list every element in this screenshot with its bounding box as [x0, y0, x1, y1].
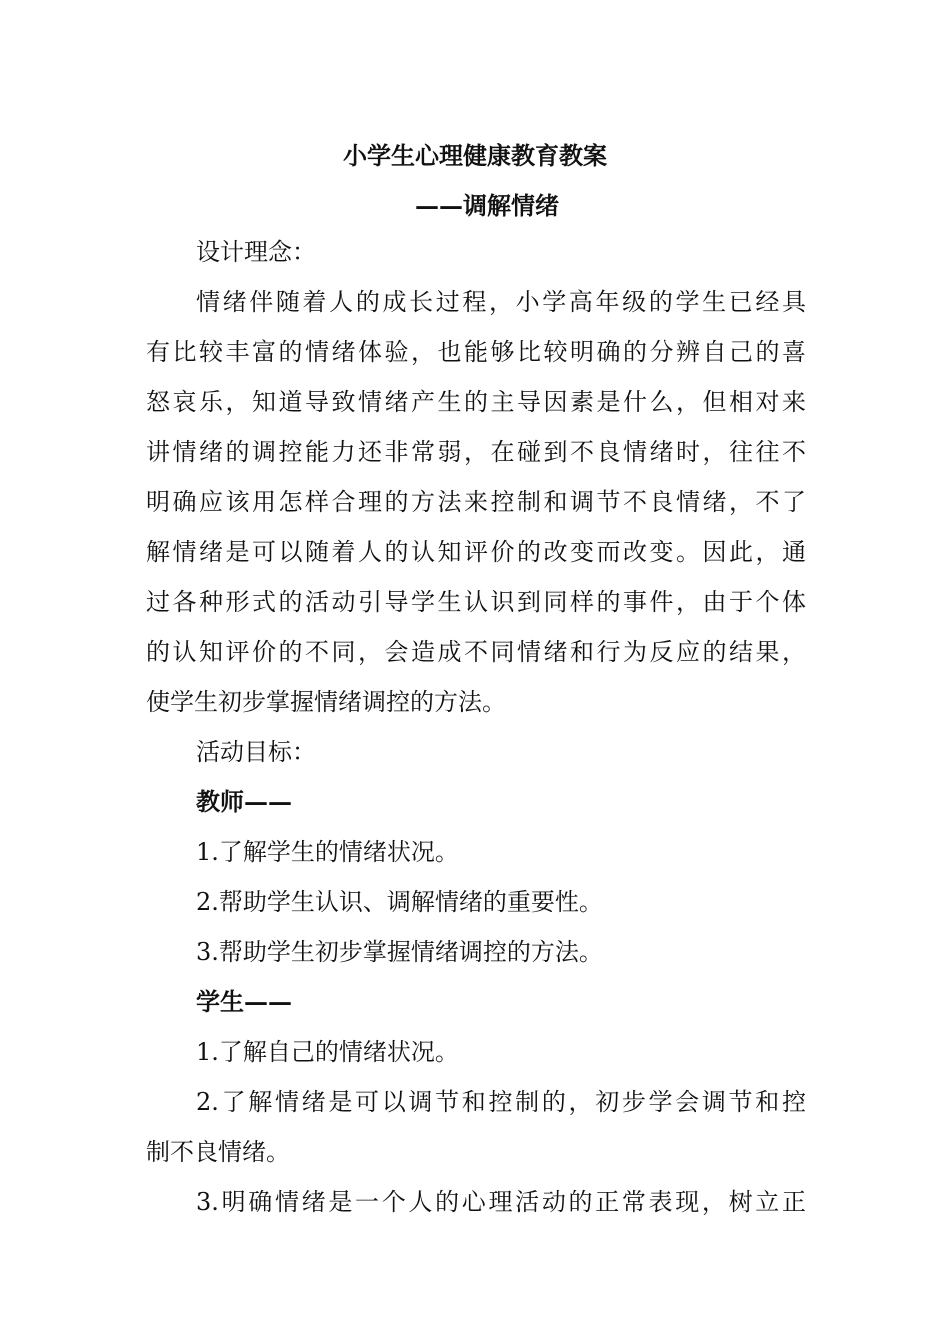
- student-objective-item-continued: 制不良情绪。: [146, 1138, 290, 1166]
- teacher-label: 教师——: [196, 787, 292, 816]
- teacher-objective-item: 3.帮助学生初步掌握情绪调控的方法。: [196, 938, 603, 966]
- document-subtitle: ——调解情绪: [415, 191, 559, 220]
- paragraph-line: 过各种形式的活动引导学生认识到同样的事件，由于个体: [146, 588, 806, 616]
- student-objective-item: 3.明确情绪是一个人的心理活动的正常表现，树立正: [196, 1188, 806, 1216]
- paragraph-line: 有比较丰富的情绪体验，也能够比较明确的分辨自己的喜: [146, 338, 806, 366]
- student-objective-item: 2.了解情绪是可以调节和控制的，初步学会调节和控: [196, 1088, 806, 1116]
- teacher-objective-item: 1.了解学生的情绪状况。: [196, 838, 459, 866]
- student-label: 学生——: [196, 987, 292, 1016]
- paragraph-line: 的认知评价的不同，会造成不同情绪和行为反应的结果，: [146, 638, 806, 666]
- paragraph-line: 明确应该用怎样合理的方法来控制和调节不良情绪，不了: [146, 488, 806, 516]
- objectives-heading: 活动目标：: [196, 738, 316, 766]
- paragraph-line: 讲情绪的调控能力还非常弱，在碰到不良情绪时，往往不: [146, 438, 806, 466]
- paragraph-line: 情绪伴随着人的成长过程，小学高年级的学生已经具: [196, 288, 806, 316]
- teacher-objective-item: 2.帮助学生认识、调解情绪的重要性。: [196, 888, 603, 916]
- document-title: 小学生心理健康教育教案: [343, 141, 607, 170]
- paragraph-line: 怒哀乐，知道导致情绪产生的主导因素是什么，但相对来: [146, 388, 806, 416]
- paragraph-line: 使学生初步掌握情绪调控的方法。: [146, 688, 506, 716]
- paragraph-line: 解情绪是可以随着人的认知评价的改变而改变。因此，通: [146, 538, 806, 566]
- design-concept-heading: 设计理念：: [196, 238, 316, 266]
- student-objective-item: 1.了解自己的情绪状况。: [196, 1038, 459, 1066]
